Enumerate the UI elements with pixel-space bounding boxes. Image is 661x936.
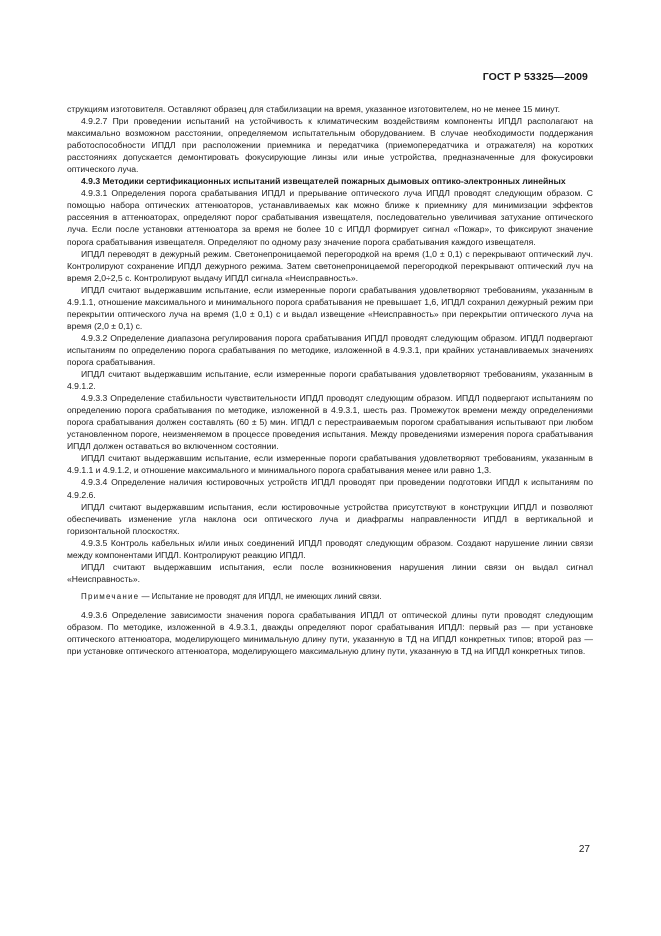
paragraph-4-9-3-3: 4.9.3.3 Определение стабильности чувствительности ИПДЛ проводят следующим образом. ИПДЛ подвергают испытаниям по определению порога срабатывания по методике, изложенной в 4.9.3.1, шесть раз. Промежуток времени между определениями порога срабатывания должен составлять (60 ± 5) мин. ИПДЛ с перестраиваемым порогом срабатывания испытывают при любом установленном пороге, неизменяемом в процессе проведения испытания. Между проведениями измерения порога срабатывания ИПДЛ должен оставаться во включенном состоянии.	[67, 393, 593, 452]
paragraph-pass-criteria-3: ИПДЛ считают выдержавшим испытание, если измеренные пороги срабатывания удовлетворяют требованиям, указанным в 4.9.1.1 и 4.9.1.2, и отношение максимального и минимального порога срабатывания менее или равно 1,3.	[67, 453, 593, 476]
paragraph-4-9-3-2: 4.9.3.2 Определение диапазона регулирования порога срабатывания ИПДЛ проводят следующим образом. ИПДЛ подвергают испытаниям по определению порога срабатывания по методике, изложенной в 4.9.3.1, при крайних устанавливаемых значениях порога срабатывания.	[67, 332, 593, 367]
section-heading-4-9-3: 4.9.3 Методики сертификационных испытаний извещателей пожарных дымовых оптико-электронных линейных	[81, 176, 566, 187]
paragraph-duty-mode: ИПДЛ переводят в дежурный режим. Светонепроницаемой перегородкой на время (1,0 ± 0,1) с перекрывают оптический луч. Контролируют сохранение ИПДЛ дежурного режима. Затем светонепроницаемой перегородкой перекрывают оптический луч на время 2,0÷2,5 с. Контролируют выдачу ИПДЛ сигнала «Неисправность».	[67, 248, 593, 283]
paragraph-pass-criteria-4: ИПДЛ считают выдержавшим испытания, если юстировочные устройства присутствуют в конструкции ИПДЛ и позволяют обеспечивать изменение угла наклона оси оптического луча и диафрагмы направленности ИПДЛ в вертикальной и горизонтальной плоскостях.	[67, 501, 593, 536]
paragraph-pass-criteria-2: ИПДЛ считают выдержавшим испытание, если измеренные пороги срабатывания удовлетворяют требованиям, указанным в 4.9.1.2.	[67, 369, 593, 392]
paragraph-pass-criteria-1: ИПДЛ считают выдержавшим испытание, если измеренные пороги срабатывания удовлетворяют требованиям, указанным в 4.9.1.1, отношение максимального и минимального порога срабатывания не превышает 1,6, ИПДЛ сохранил дежурный режим при перекрытии оптического луча на время (1,0 ± 0,1) с и выдал извещение «Неисправность» при перекрытии оптического луча на время (2,0 ± 0,1) с.	[67, 284, 593, 331]
note	[67, 591, 593, 603]
paragraph-4-9-3-1: 4.9.3.1 Определения порога срабатывания ИПДЛ и прерывание оптического луча ИПДЛ проводят следующим образом. С помощью набора оптических аттенюаторов, устанавливаемых как можно ближе к приемнику для минимизации эффектов рассеяния в аттенюаторах, определяют порог срабатывания извещателя, последовательно увеличивая затухание оптического луча. Если после установки аттенюатора за время не более 10 с ИПДЛ формирует сигнал «Пожар», то фиксируют значение порога срабатывания извещателя. Определяют по одному разу значение порога срабатывания каждого извещателя.	[67, 188, 593, 247]
note-label: Примечание	[81, 591, 140, 601]
page-number: 27	[578, 844, 590, 855]
paragraph-4-9-2-7: 4.9.2.7 При проведении испытаний на устойчивость к климатическим воздействиям компоненты ИПДЛ располагают на максимально возможном расстоянии, определяемом испытательным оборудованием. В случае необходимости поддержания работоспособности ИПДЛ при расположении приемника и передатчика (приемопередатчика и отражателя) на коротких расстояниях допускается демонтировать фокусирующие линзы или иные устройства, предназначенные для фокусировки оптического луча.	[67, 116, 593, 175]
document-header-standard-id: ГОСТ Р 53325—2009	[482, 71, 588, 83]
paragraph-4-9-3-4: 4.9.3.4 Определение наличия юстировочных устройств ИПДЛ проводят при проведении подготовки ИПДЛ к испытаниям по 4.9.2.6.	[67, 477, 593, 500]
paragraph-4-9-3-6: 4.9.3.6 Определение зависимости значения порога срабатывания ИПДЛ от оптической длины пути проводят следующим образом. По методике, изложенной в 4.9.3.1, дважды определяют порог срабатывания ИПДЛ: первый раз — при установке оптического аттенюатора, моделирующего минимальную длину пути, указанную в ТД на ИПДЛ конкретных типов; второй раз — при установке оптического аттенюатора, моделирующего максимальную длину пути, указанную в ТД на ИПДЛ конкретных типов.	[67, 609, 593, 657]
paragraph-continuation: струкциям изготовителя. Оставляют образец для стабилизации на время, указанное изготовителем, но не менее 15 минут.	[67, 104, 560, 114]
paragraph-4-9-3-5: 4.9.3.5 Контроль кабельных и/или иных соединений ИПДЛ проводят следующим образом. Создают нарушение линии связи между компонентами ИПДЛ. Контролируют реакцию ИПДЛ.	[67, 537, 593, 560]
document-body	[67, 103, 593, 657]
note-text: — Испытание не проводят для ИПДЛ, не имеющих линий связи.	[139, 591, 382, 601]
paragraph-pass-criteria-5: ИПДЛ считают выдержавшим испытания, если после возникновения нарушения линии связи он выдал сигнал «Неисправность».	[67, 561, 593, 584]
